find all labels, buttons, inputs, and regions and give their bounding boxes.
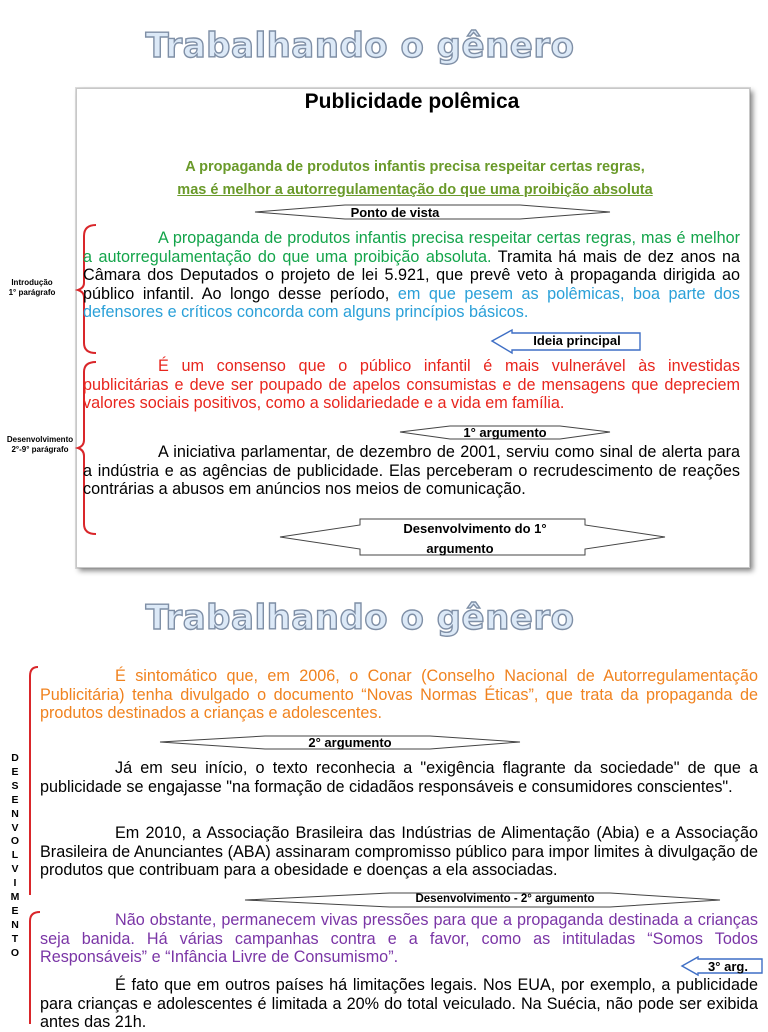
intro-context-text: Tramita há mais de dez anos na Câmara dos Deputados o projeto de lei 5.921, que prevê veto à propaganda dirigida ao público infantil. Ao longo desse período,: [83, 247, 740, 303]
vertical-letter: V: [11, 863, 19, 876]
slide1-heading: Trabalhando o gênero: [145, 26, 575, 66]
dev2-label: Desenvolvimento - 2° argumento: [415, 893, 595, 905]
ponto-de-vista-label: Ponto de vista: [350, 205, 440, 220]
vertical-letter: O: [10, 946, 20, 959]
vertical-letter: N: [11, 918, 19, 931]
vertical-letter: L: [11, 849, 19, 862]
vertical-letter: E: [11, 904, 19, 917]
paragraph-introduction: [83, 229, 740, 322]
ideia-principal-label: Ideia principal: [533, 333, 621, 348]
dev-label-line2: 2°-9° parágrafo: [11, 445, 69, 454]
vertical-letter: N: [11, 807, 19, 820]
dev1-label: [370, 519, 580, 559]
paragraph-argument-1: É um consenso que o público infantil é mais vulnerável às investidas publicitárias e deve ser poupado de apelos consumistas e de mensagens que depreciem valores sociais positivos, como a solidariedade e a vida em família.: [83, 357, 740, 412]
paragraph-development-2a: Já em seu início, o texto reconhecia a "exigência flagrante da sociedade" de que a publicidade se engajasse "na formação de cidadãos responsáveis e consumidores conscientes".: [40, 759, 758, 796]
dev1-label-line1: Desenvolvimento do 1°: [403, 521, 547, 536]
argumento1-label: 1° argumento: [463, 425, 547, 440]
article-title: Publicidade polêmica: [304, 90, 520, 113]
vertical-letter: T: [11, 932, 19, 945]
subtitle-line-2: mas é melhor a autorregulamentação do que uma proibição absoluta: [177, 182, 653, 198]
argumento3-label: 3° arg.: [708, 959, 748, 974]
dev-label: [0, 435, 80, 455]
vertical-development-label: [8, 752, 22, 961]
dev2-bracket-top: [30, 667, 38, 895]
paragraph-development-2b: Em 2010, a Associação Brasileira das Indústrias de Alimentação (Abia) e a Associação Brasileira de Anunciantes (ABA) assinaram compromisso público para impor limites à divulgação de produtos que contribuam para a obesidade e doenças a ela associadas.: [40, 824, 758, 879]
vertical-letter: M: [10, 891, 20, 904]
paragraph-argument-3: Não obstante, permanecem vivas pressões para que a propaganda destinada a crianças seja banida. Há várias campanhas contra e a favor, como as intituladas “Somos Todos Responsáveis” e “Infância Livre de Consumismo”.: [40, 911, 758, 966]
argumento2-label: 2° argumento: [308, 735, 392, 750]
paragraph-argument-2: É sintomático que, em 2006, o Conar (Conselho Nacional de Autorregulamentação Publicitária) tenha divulgado o documento “Novas Normas Éticas”, que trata da propaganda de produtos destinados a crianças e adolescentes.: [40, 667, 758, 722]
paragraph-development-1: A iniciativa parlamentar, de dezembro de 2001, serviu como sinal de alerta para a indústria e as agências de publicidade. Elas perceberam o recrudescimento de reações contrárias a abusos em anúncios nos meios de comunicação.: [83, 443, 740, 498]
vertical-letter: I: [13, 877, 17, 890]
vertical-letter: S: [11, 779, 19, 792]
slide2-heading: Trabalhando o gênero: [145, 598, 575, 638]
intro-label-line2: 1° parágrafo: [8, 288, 56, 297]
intro-thesis-text: A propaganda de produtos infantis precisa respeitar certas regras, mas é melhor a autorregulamentação do que uma proibição absoluta.: [83, 229, 740, 266]
vertical-letter: D: [11, 752, 19, 764]
intro-main-idea-text: em que pesem as polêmicas, boa parte dos defensores e críticos concorda com alguns princípios básicos.: [83, 284, 741, 321]
vertical-letter: O: [10, 835, 20, 848]
subtitle-line-1: A propaganda de produtos infantis precisa respeitar certas regras,: [185, 159, 645, 175]
dev2-bracket-bottom: [30, 912, 40, 1024]
vertical-letter: E: [11, 765, 19, 778]
vertical-letter: V: [11, 821, 19, 834]
paragraph-development-3: É fato que em outros países há limitações legais. Nos EUA, por exemplo, a publicidade para crianças e adolescentes é limitada a 20% do total veiculado. Na Suécia, não pode ser exibida antes das 21h.: [40, 976, 758, 1031]
intro-label: [4, 278, 60, 298]
dev1-label-line2: argumento: [426, 541, 494, 556]
dev-label-line1: Desenvolvimento: [6, 435, 74, 444]
intro-label-line1: Introdução: [11, 278, 53, 287]
vertical-letter: E: [11, 793, 19, 806]
